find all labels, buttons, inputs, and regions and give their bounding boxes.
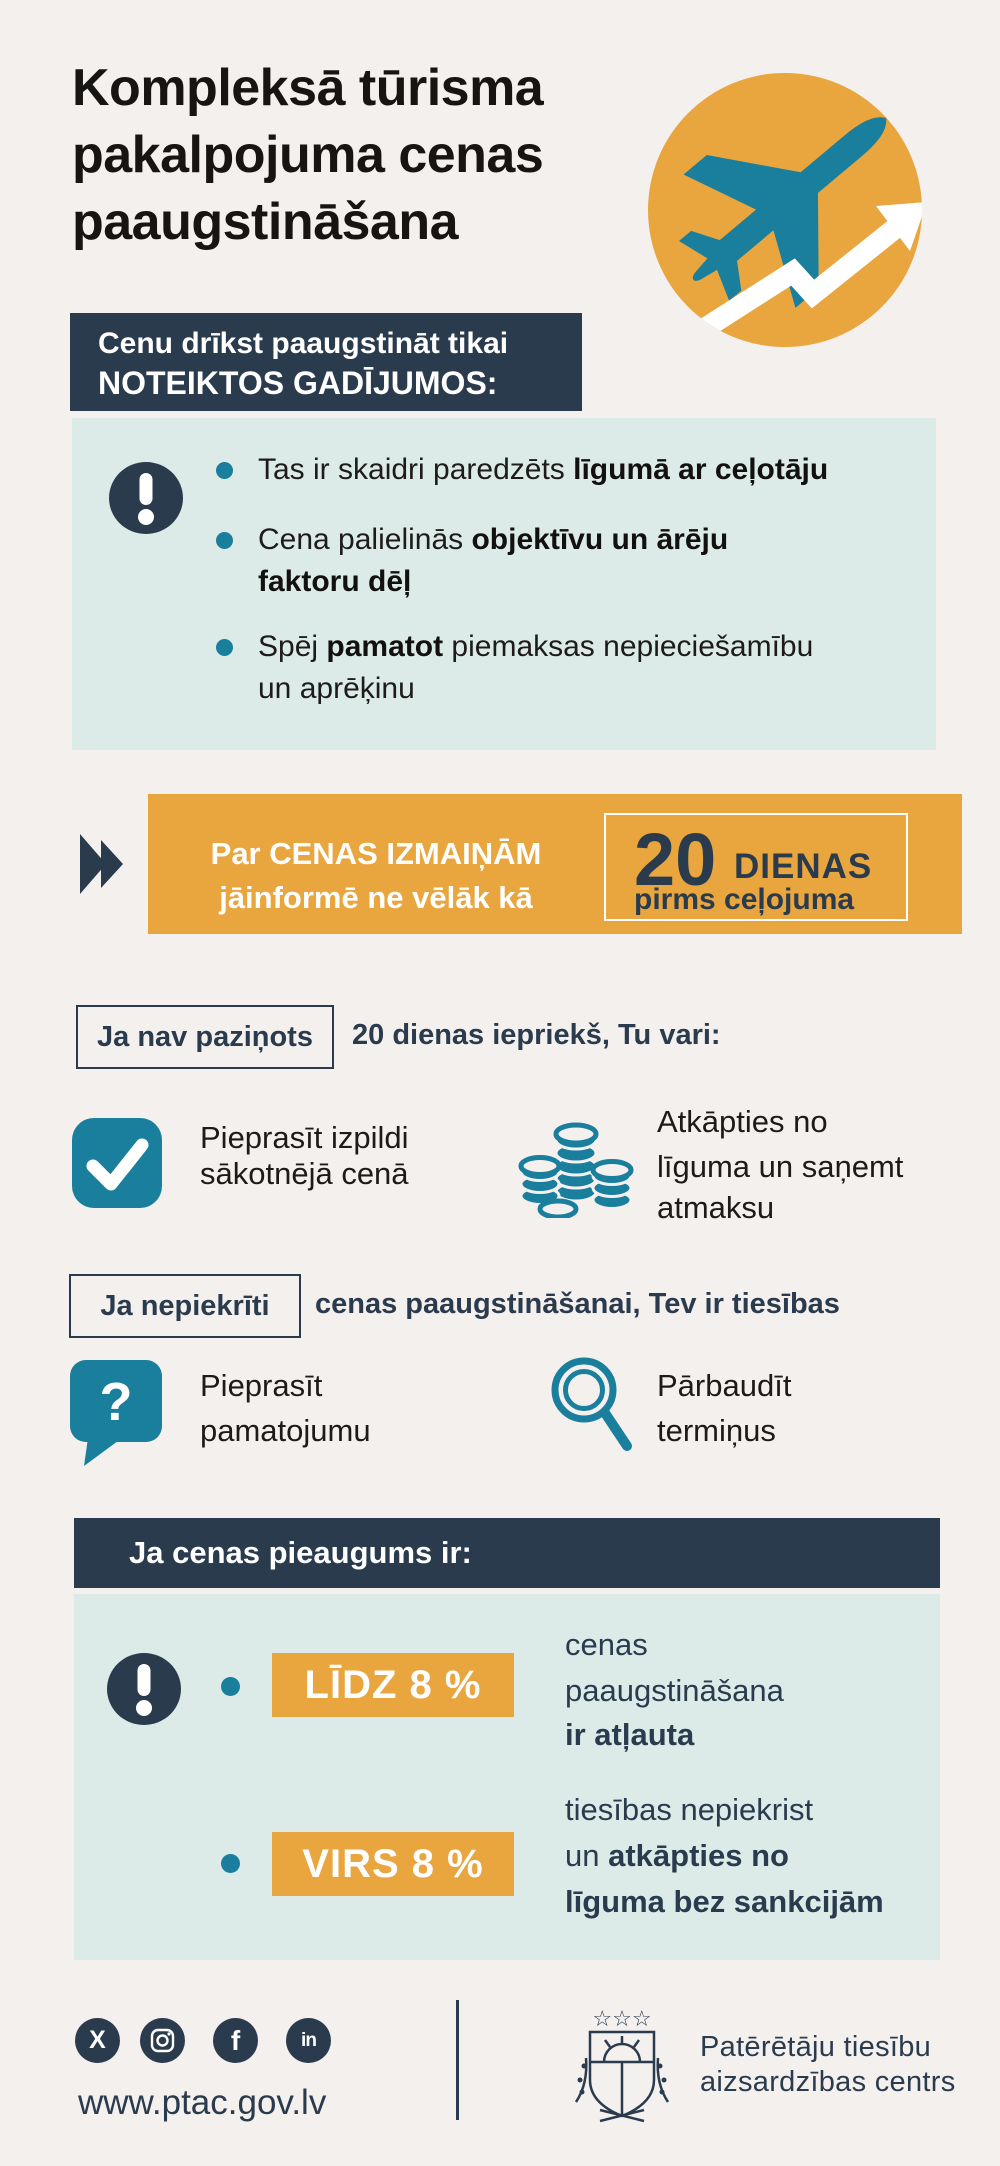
check-icon [72,1118,162,1208]
magnifier-icon [540,1352,640,1457]
linkedin-glyph: in [301,2029,316,2051]
page-title-line1: Kompleksā tūrisma [72,59,544,117]
badge-lidz-8: LĪDZ 8 % [272,1653,514,1717]
increase-row1-line2: paaugstināšana [565,1673,784,1708]
bullet-dot [216,462,233,479]
org-name-line2: aizsardzības centrs [700,2066,956,2098]
option-b1-line1: Pieprasīt [200,1368,323,1403]
conditions-header-line1: Cenu drīkst paaugstināt tikai [98,327,509,360]
linkedin-icon[interactable] [286,2018,331,2063]
x-icon[interactable] [75,2018,120,2063]
condition-item-3 [258,630,813,664]
org-name-line1: Patērētāju tiesību [700,2031,932,2063]
page-title-line2: pakalpojuma cenas [72,126,544,184]
increase-header [74,1518,940,1588]
option-b2-line1: Pārbaudīt [657,1368,792,1403]
condition-3-text: Spēj [258,630,327,663]
banner-line1: Par CENAS IZMAIŅĀM [210,836,542,871]
condition-3-text2: piemaksas nepieciešamību [443,630,814,663]
increase-row1-bold: ir atļauta [565,1717,695,1752]
coat-stars: ☆☆☆ [592,2007,652,2032]
increase-row2-line1: tiesības nepiekrist [565,1792,814,1827]
plane-growth-icon [635,60,935,360]
condition-item-2 [258,523,728,557]
exclamation-icon [108,460,184,536]
x-glyph: X [89,2026,106,2054]
condition-2-bold2: faktoru dēļ [258,565,412,598]
condition-2-bold: objektīvu un ārēju [471,523,729,556]
increase-header-text: Ja cenas pieaugums ir: [129,1535,472,1570]
question-glyph: ? [99,1372,133,1432]
bullet-dot [216,532,233,549]
condition-item-2-line2 [258,565,411,599]
badge-virs-8: VIRS 8 % [272,1832,514,1896]
increase-row2-bold: atkāpties no [608,1838,789,1873]
conditions-header [70,313,582,411]
check-glyph [72,1118,162,1208]
increase-row2-line2 [565,1838,789,1874]
bullet-dot [221,1677,240,1696]
increase-row2-pre: un [565,1838,609,1873]
coins-icon [518,1110,636,1218]
instagram-glyph [140,2018,185,2063]
option-a2-line2: līguma un saņemt [657,1149,904,1184]
condition-1-bold: līgumā ar ceļotāju [573,453,829,486]
condition-item-3-line2: un aprēķinu [258,672,415,705]
option-b2-line2: termiņus [657,1413,776,1448]
increase-row2-bold2: līguma bez sankcijām [565,1884,884,1919]
banner-line2: jāinformē ne vēlāk kā [219,880,533,915]
latvia-coat-of-arms-icon [560,2000,685,2125]
disagree-label: Ja nepiekrīti [69,1274,301,1338]
increase-row1-line1: cenas [565,1627,648,1662]
bullet-dot [221,1854,240,1873]
condition-3-bold: pamatot [326,630,444,663]
option-b1-line2: pamatojumu [200,1413,371,1448]
website-link[interactable]: www.ptac.gov.lv [78,2083,327,2122]
condition-2-text: Cena palielinās [258,523,472,556]
not-notified-label: Ja nav paziņots [76,1005,334,1069]
page-title-line3: paaugstināšana [72,193,459,251]
facebook-glyph: f [230,2024,241,2056]
option-a1-line2: sākotnējā cenā [200,1156,409,1191]
exclamation-icon [106,1651,182,1727]
increase-row2-line3 [565,1884,884,1920]
condition-item-1 [258,453,828,487]
deadline-sub: pirms ceļojuma [634,883,855,916]
notice-banner [148,794,962,934]
option-a2-line1: Atkāpties no [657,1104,828,1139]
question-bubble-icon [70,1360,180,1470]
conditions-header-line2: NOTEIKTOS GADĪJUMOS: [98,365,498,401]
deadline-number: 20 [634,818,717,901]
increase-row1-line3 [565,1717,694,1753]
footer-divider [456,2000,459,2120]
instagram-icon[interactable] [140,2018,185,2063]
facebook-icon[interactable] [213,2018,258,2063]
option-a1-line1: Pieprasīt izpildi [200,1120,409,1155]
condition-1-text: Tas ir skaidri paredzēts [258,453,574,486]
disagree-text: cenas paaugstināšanai, Tev ir tiesības [315,1287,840,1320]
not-notified-text: 20 dienas iepriekš, Tu vari: [352,1018,721,1051]
fast-forward-icon [80,833,126,895]
deadline-unit: DIENAS [734,847,873,886]
bullet-dot [216,639,233,656]
deadline-box [604,813,908,921]
option-a2-line3: atmaksu [657,1190,775,1225]
